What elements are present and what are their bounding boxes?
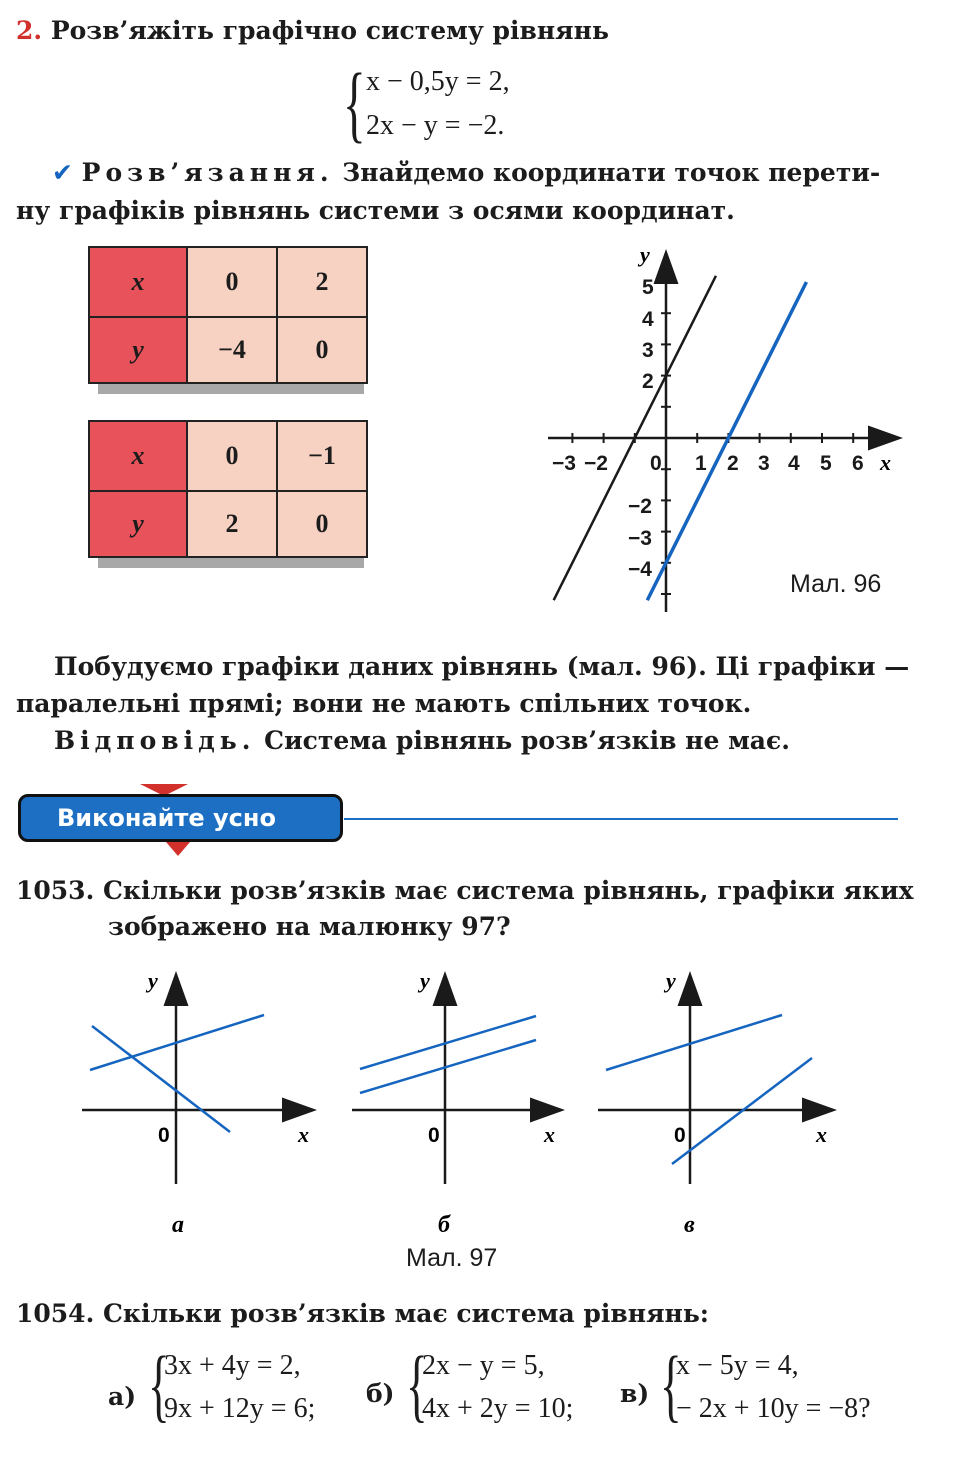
table-cell: −4 <box>187 317 277 383</box>
table-cell: 2 <box>187 491 277 557</box>
x-tick-label: 2 <box>727 452 739 475</box>
y-axis-label: y <box>666 968 676 993</box>
y-tick-label: 5 <box>642 276 654 299</box>
problem-1053-line-2: зображено на малюнку 97? <box>108 912 511 941</box>
panel-b <box>352 968 560 1238</box>
y-axis-label: y <box>148 968 158 993</box>
banner-flag-bottom <box>166 842 190 856</box>
y-tick-label: 2 <box>642 370 654 393</box>
problem-number: 1053. <box>16 876 95 905</box>
table-x-label: x <box>89 421 187 491</box>
banner-label: Виконайте усно <box>57 804 276 832</box>
y-tick-label: −2 <box>628 495 652 518</box>
origin-label: 0 <box>650 452 662 475</box>
panel-label: а <box>172 1212 184 1238</box>
x-tick-label: 5 <box>820 452 832 475</box>
problem-text: Розв’яжіть графічно систему рівнянь <box>50 16 609 45</box>
problem-2-heading <box>16 12 609 49</box>
graph-line <box>92 1026 230 1132</box>
item-v-eq2: − 2x + 10y = −8? <box>676 1393 871 1424</box>
item-b-eq2: 4x + 2y = 10; <box>422 1393 574 1424</box>
solution-line-2: ну графіків рівнянь системи з осями координат. <box>16 196 735 225</box>
banner-rule <box>344 818 898 820</box>
equation-brace: { <box>148 1339 170 1430</box>
table-y-label: y <box>89 491 187 557</box>
problem-1053-line-1 <box>16 872 914 909</box>
item-b-label: б) <box>366 1379 395 1408</box>
item-b-eq1: 2x − y = 5, <box>422 1350 545 1381</box>
oral-exercises-banner <box>18 794 343 842</box>
x-axis-label: x <box>298 1122 309 1147</box>
table-cell: 0 <box>277 317 367 383</box>
solution-text-1: Знайдемо координати точок перети- <box>333 158 881 187</box>
panel-label: в <box>684 1212 695 1238</box>
table-cell: 0 <box>187 247 277 317</box>
x-tick-label: 3 <box>758 452 770 475</box>
figure-96-caption: Мал. 96 <box>790 570 882 598</box>
x-tick-label: −2 <box>584 452 608 475</box>
equation-brace: { <box>406 1339 428 1430</box>
equation-2: 2x − y = −2. <box>366 110 505 141</box>
conclusion-line-1: Побудуємо графіки даних рівнянь (мал. 96). Ці графіки — <box>54 652 910 681</box>
item-v-eq1: x − 5y = 4, <box>676 1350 799 1381</box>
answer-text: Система рівнянь розв’язків не має. <box>255 726 790 755</box>
equation-brace: { <box>343 55 366 151</box>
y-tick-label: 4 <box>642 308 654 331</box>
figure-96-chart <box>540 240 910 620</box>
item-a-eq1: 3x + 4y = 2, <box>164 1350 301 1381</box>
value-table-1 <box>88 246 368 384</box>
y-axis-label: y <box>640 242 650 267</box>
problem-text: Скільки розв’язків має система рівнянь, графіки яких <box>94 876 914 905</box>
table-cell: 0 <box>277 491 367 557</box>
panel-v <box>598 968 832 1238</box>
y-tick-label: −4 <box>628 558 652 581</box>
problem-text: Скільки розв’язків має система рівнянь: <box>94 1299 710 1328</box>
panel-a <box>82 968 312 1238</box>
figure-97-chart <box>70 960 850 1238</box>
conclusion-line-2: паралельні прямі; вони не мають спільних точок. <box>16 689 752 718</box>
x-tick-label: 4 <box>788 452 800 475</box>
problem-number: 2. <box>16 16 43 45</box>
table-y-label: y <box>89 317 187 383</box>
table-cell: 2 <box>277 247 367 317</box>
panel-label: б <box>438 1212 450 1238</box>
item-v-label: в) <box>620 1379 650 1408</box>
origin-label: 0 <box>158 1124 170 1147</box>
x-tick-label: 1 <box>695 452 707 475</box>
problem-number: 1054. <box>16 1299 95 1328</box>
y-tick-label: −3 <box>628 527 652 550</box>
checkmark-icon: ✔ <box>52 158 73 187</box>
table-cell: −1 <box>277 421 367 491</box>
x-axis-label: x <box>880 450 891 475</box>
graph-line <box>360 1040 536 1093</box>
equation-1: x − 0,5y = 2, <box>366 66 510 97</box>
y-tick-label: 3 <box>642 339 654 362</box>
answer-line <box>54 722 790 759</box>
solution-label: Розв’язання. <box>81 158 334 187</box>
origin-label: 0 <box>428 1124 440 1147</box>
item-a-eq2: 9x + 12y = 6; <box>164 1393 316 1424</box>
x-tick-label: −3 <box>552 452 576 475</box>
x-tick-label: 6 <box>852 452 864 475</box>
table-x-label: x <box>89 247 187 317</box>
solution-line-1 <box>16 154 880 191</box>
x-axis-label: x <box>816 1122 827 1147</box>
value-table-2 <box>88 420 368 558</box>
problem-1054-line <box>16 1295 709 1332</box>
table-cell: 0 <box>187 421 277 491</box>
y-axis-label: y <box>420 968 430 993</box>
graph-line <box>606 1015 782 1070</box>
graph-line <box>360 1016 536 1069</box>
x-axis-label: x <box>544 1122 555 1147</box>
origin-label: 0 <box>674 1124 686 1147</box>
graph-line-2 <box>647 282 806 600</box>
figure-97-caption: Мал. 97 <box>406 1244 498 1272</box>
answer-label: Відповідь. <box>54 726 256 755</box>
item-a-label: а) <box>108 1382 137 1411</box>
equation-brace: { <box>660 1339 682 1430</box>
